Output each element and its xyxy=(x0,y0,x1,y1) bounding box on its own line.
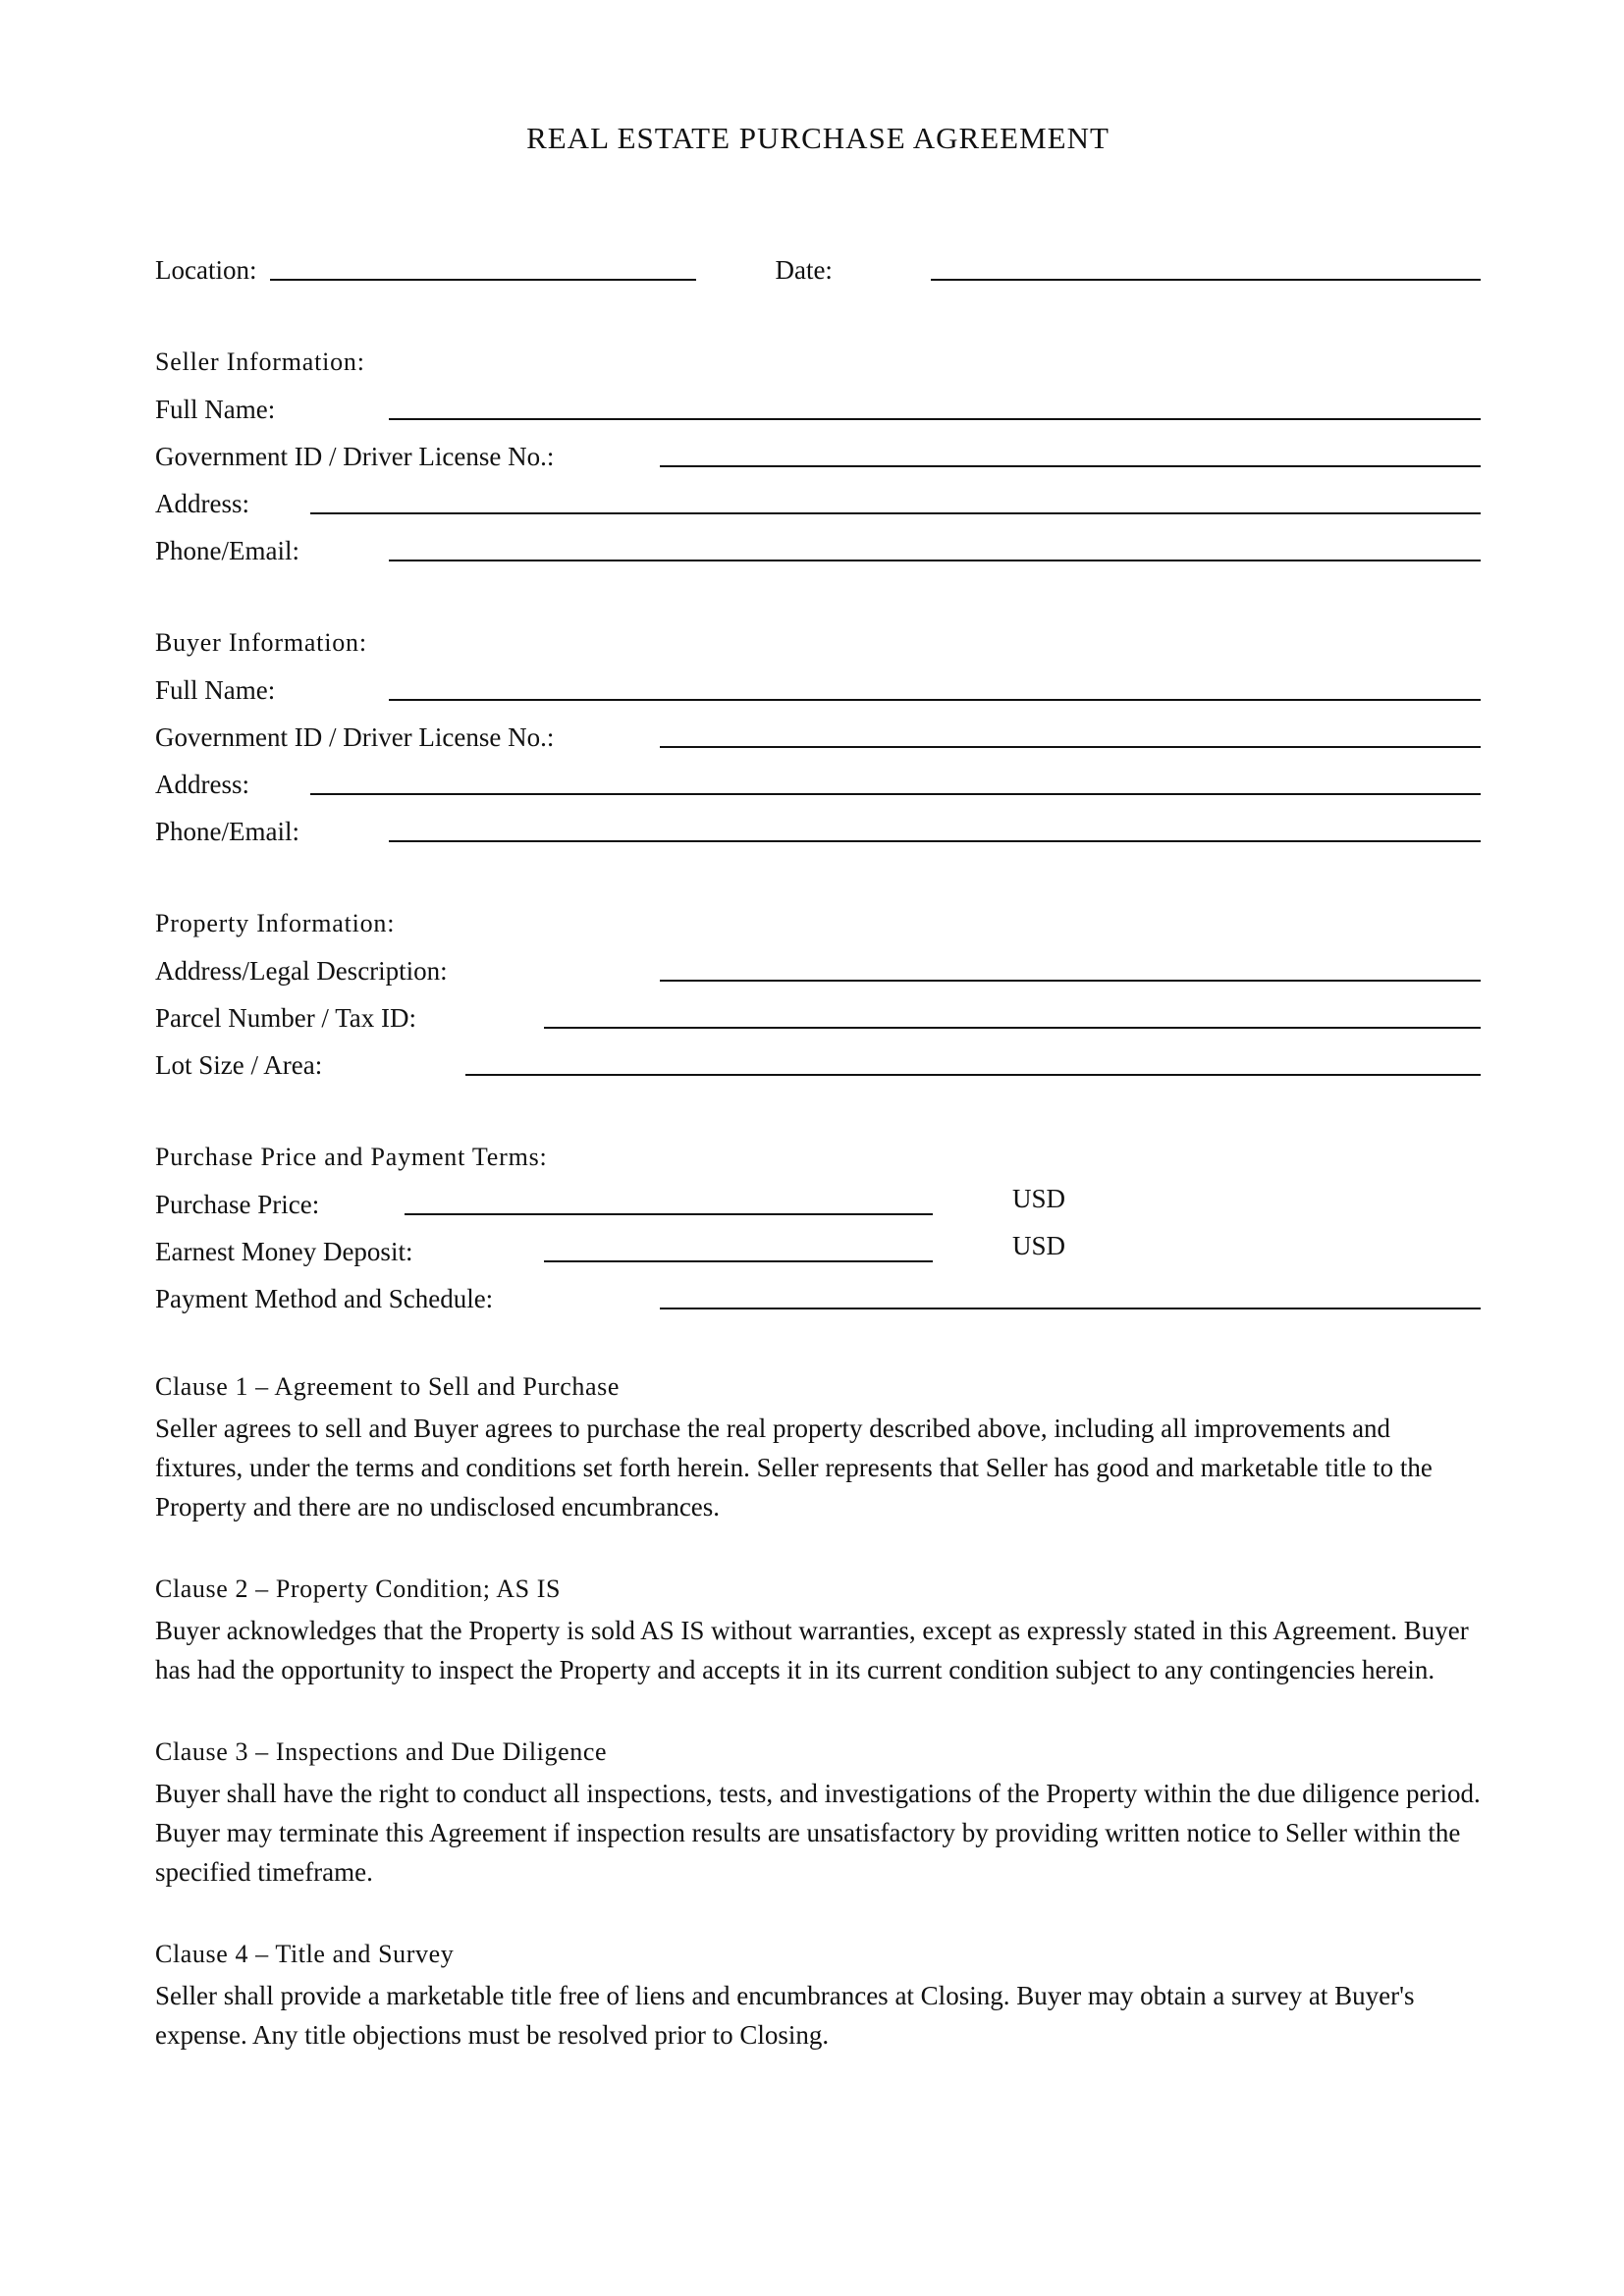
purchase-price-label: Purchase Price: xyxy=(155,1190,320,1219)
clause-3-text: Buyer shall have the right to conduct all inspections, tests, and investigations of the Property within the due diligence period. Buyer may terminate this Agreement if inspection results are unsatisfactory by providing written notice to Seller within the specified timeframe. xyxy=(155,1779,1481,1887)
seller-phone-email-label: Phone/Email: xyxy=(155,536,299,565)
clause-1-text: Seller agrees to sell and Buyer agrees to purchase the real property described above, including all improvements and fixtures, under the terms and conditions set forth herein. Seller represents that Seller has good and marketable title to the Property and there are no undisclosed encumbrances. xyxy=(155,1414,1433,1522)
seller-gov-id-field[interactable] xyxy=(660,465,1481,467)
seller-full-name-row xyxy=(155,378,1481,425)
property-parcel-field[interactable] xyxy=(544,1027,1481,1029)
buyer-gov-id-field[interactable] xyxy=(660,746,1481,748)
seller-address-row xyxy=(155,472,1481,519)
property-lot-size-label: Lot Size / Area: xyxy=(155,1050,323,1080)
clause-3 xyxy=(155,1721,1481,1892)
earnest-money-label: Earnest Money Deposit: xyxy=(155,1237,413,1266)
property-lot-size-row xyxy=(155,1034,1481,1081)
buyer-address-label: Address: xyxy=(155,770,249,799)
property-parcel-row xyxy=(155,987,1481,1034)
date-field[interactable] xyxy=(931,279,1481,281)
clause-4 xyxy=(155,1923,1481,2055)
buyer-address-row xyxy=(155,753,1481,800)
property-address-field[interactable] xyxy=(660,980,1481,982)
buyer-phone-email-label: Phone/Email: xyxy=(155,817,299,846)
property-address-label: Address/Legal Description: xyxy=(155,956,448,986)
buyer-phone-email-row xyxy=(155,800,1481,847)
seller-section-heading: Seller Information: xyxy=(155,347,365,376)
date-label: Date: xyxy=(775,255,833,285)
buyer-full-name-label: Full Name: xyxy=(155,675,276,705)
buyer-address-field[interactable] xyxy=(310,793,1481,795)
property-address-row xyxy=(155,939,1481,987)
buyer-gov-id-row xyxy=(155,706,1481,753)
buyer-gov-id-label: Government ID / Driver License No.: xyxy=(155,722,555,752)
clause-2 xyxy=(155,1558,1481,1689)
clause-1-title: Clause 1 – Agreement to Sell and Purchase xyxy=(155,1372,620,1401)
seller-address-field[interactable] xyxy=(310,512,1481,514)
payment-method-field[interactable] xyxy=(660,1308,1481,1309)
location-date-row xyxy=(155,239,1481,286)
payment-method-label: Payment Method and Schedule: xyxy=(155,1284,494,1313)
earnest-money-field[interactable] xyxy=(544,1260,933,1262)
clause-3-title: Clause 3 – Inspections and Due Diligence xyxy=(155,1737,608,1766)
buyer-full-name-field[interactable] xyxy=(389,699,1481,701)
property-lot-size-field[interactable] xyxy=(465,1074,1481,1076)
location-field[interactable] xyxy=(270,279,696,281)
property-section-heading: Property Information: xyxy=(155,909,396,937)
buyer-phone-email-field[interactable] xyxy=(389,840,1481,842)
clause-1 xyxy=(155,1356,1481,1526)
earnest-money-row xyxy=(155,1220,1481,1267)
earnest-money-currency: USD xyxy=(1012,1231,1066,1260)
seller-full-name-label: Full Name: xyxy=(155,395,276,424)
document-title: REAL ESTATE PURCHASE AGREEMENT xyxy=(526,121,1110,155)
clause-4-title: Clause 4 – Title and Survey xyxy=(155,1940,455,1968)
payment-section-heading: Purchase Price and Payment Terms: xyxy=(155,1143,548,1171)
clause-4-text: Seller shall provide a marketable title free of liens and encumbrances at Closing. Buyer may obtain a survey at Buyer's expense. Any title objections must be resolved prior to Closing. xyxy=(155,1981,1415,2050)
seller-full-name-field[interactable] xyxy=(389,418,1481,420)
property-parcel-label: Parcel Number / Tax ID: xyxy=(155,1003,417,1033)
clause-2-title: Clause 2 – Property Condition; AS IS xyxy=(155,1575,562,1603)
purchase-price-field[interactable] xyxy=(405,1213,933,1215)
seller-gov-id-row xyxy=(155,425,1481,472)
payment-method-row xyxy=(155,1267,1481,1314)
buyer-section-heading: Buyer Information: xyxy=(155,628,367,657)
seller-address-label: Address: xyxy=(155,489,249,518)
purchase-price-row xyxy=(155,1173,1481,1220)
seller-gov-id-label: Government ID / Driver License No.: xyxy=(155,442,555,471)
seller-phone-email-field[interactable] xyxy=(389,560,1481,561)
purchase-price-currency: USD xyxy=(1012,1184,1066,1213)
buyer-full-name-row xyxy=(155,659,1481,706)
clause-2-text: Buyer acknowledges that the Property is sold AS IS without warranties, except as expressly stated in this Agreement. Buyer has had the opportunity to inspect the Property and accepts it in its current condition subject to any contingencies herein. xyxy=(155,1616,1469,1684)
seller-phone-email-row xyxy=(155,519,1481,566)
location-label: Location: xyxy=(155,255,257,285)
